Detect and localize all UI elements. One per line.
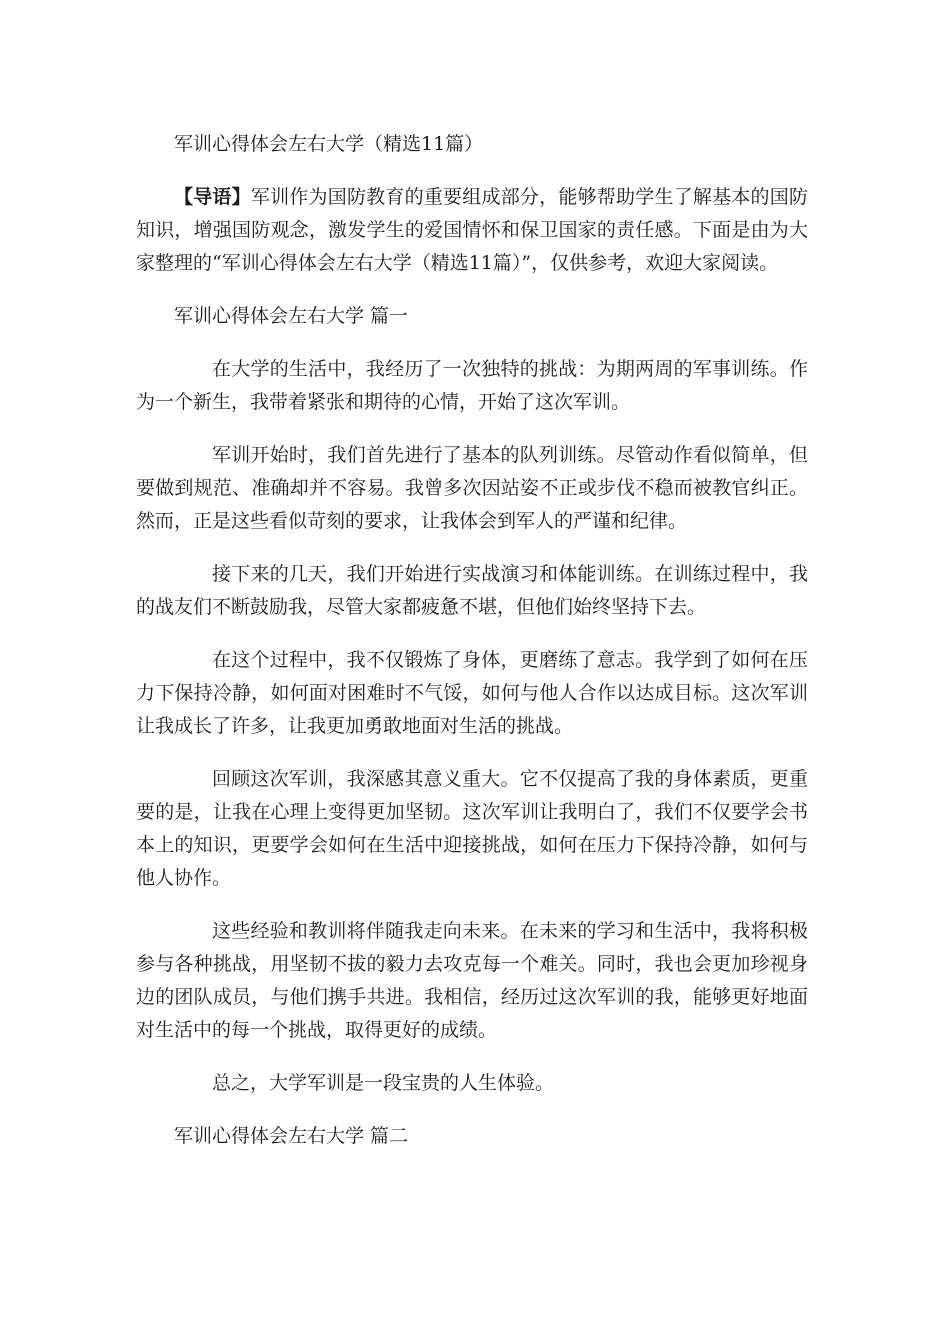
body-paragraph: 军训开始时，我们首先进行了基本的队列训练。尽管动作看似简单，但要做到规范、准确却并不容易。我曾多次因站姿不正或步伐不稳而被教官纠正。然而，正是这些看似苛刻的要求，让我体会到军人的严谨和纪律。	[136, 444, 808, 532]
body-paragraph: 这些经验和教训将伴随我走向未来。在未来的学习和生活中，我将积极参与各种挑战，用坚韧不拔的毅力去攻克每一个难关。同时，我也会更加珍视身边的团队成员，与他们携手共进。我相信，经历过这次军训的我，能够更好地面对生活中的每一个挑战，取得更好的成绩。	[136, 920, 808, 1041]
body-paragraph: 回顾这次军训，我深感其意义重大。它不仅提高了我的身体素质，更重要的是，让我在心理上变得更加坚韧。这次军训让我明白了，我们不仅要学会书本上的知识，更要学会如何在生活中迎接挑战，如何在压力下保持冷静，如何与他人协作。	[136, 768, 808, 889]
document-title: 军训心得体会左右大学（精选11篇）	[174, 133, 484, 155]
body-paragraph: 在大学的生活中，我经历了一次独特的挑战：为期两周的军事训练。作为一个新生，我带着紧张和期待的心情，开始了这次军训。	[136, 358, 808, 413]
body-paragraph: 在这个过程中，我不仅锻炼了身体，更磨练了意志。我学到了如何在压力下保持冷静，如何面对困难时不气馁，如何与他人合作以达成目标。这次军训让我成长了许多，让我更加勇敢地面对生活的挑战。	[136, 649, 808, 737]
body-paragraph: 总之，大学军训是一段宝贵的人生体验。	[212, 1072, 555, 1094]
document-body	[136, 128, 808, 1173]
intro-paragraph	[136, 181, 808, 280]
section-heading-2: 军训心得体会左右大学 篇二	[174, 1125, 409, 1147]
body-paragraph: 接下来的几天，我们开始进行实战演习和体能训练。在训练过程中，我的战友们不断鼓励我，尽管大家都疲惫不堪，但他们始终坚持下去。	[136, 563, 808, 618]
section-heading-1: 军训心得体会左右大学 篇一	[174, 305, 409, 327]
intro-label: 【导语】	[174, 186, 251, 208]
intro-text: 军训作为国防教育的重要组成部分，能够帮助学生了解基本的国防知识，增强国防观念，激发学生的爱国情怀和保卫国家的责任感。下面是由为大家整理的“军训心得体会左右大学（精选11篇）”，仅供参考，欢迎大家阅读。	[136, 186, 808, 274]
